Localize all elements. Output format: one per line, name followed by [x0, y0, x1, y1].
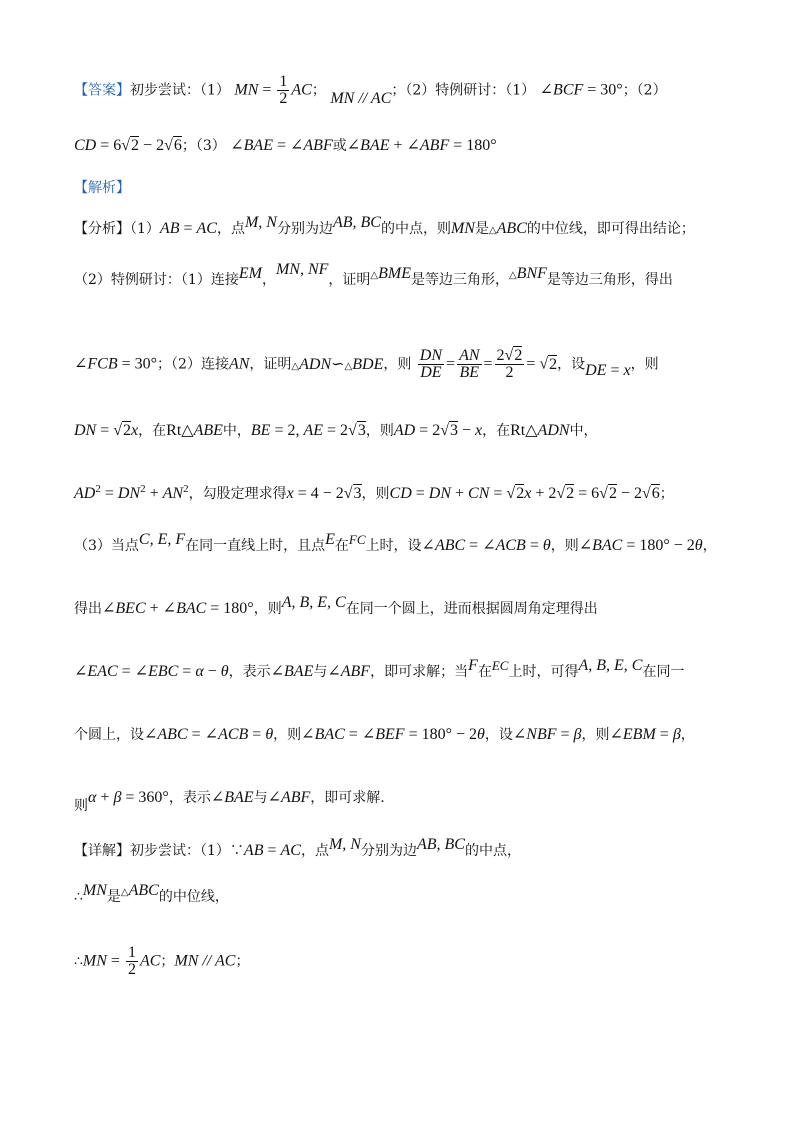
fraction: $\frac{1}{2}$ — [279, 73, 288, 107]
analysis-line-4: DN = √2x，在Rt△ABE中，BE = 2, AE = 2√3，则AD = 2√3 − x，在Rt△ADN中， — [74, 422, 598, 439]
analysis-line-5: $AD^2 = DN^2 + AN^2$，勾股定理求得x = 4 − 2√3，则CD = DN + CN = √2x + 2√2 = 6√2 − 2√6； — [74, 483, 674, 502]
formula: ∠BCF = 30° — [539, 81, 623, 99]
answer-label: 【答案】 — [74, 82, 130, 99]
analysis-line-7: 得出∠BEC + ∠BAC = 180°，则A, B, E, C在同一个圆上，进而根据圆周角定理得出 — [74, 594, 598, 617]
analysis-line-6: （3）当点C, E, F在同一直线上时，且点E在FC上时，设∠ABC = ∠ACB = θ，则∠BAC = 180° − 2θ， — [74, 531, 717, 554]
detail-line-1: 【详解】初步尝试：（1）∵AB = AC，点M, N分别为边AB, BC的中点， — [74, 836, 521, 859]
formula: MN — [234, 81, 259, 99]
answer-line: 【答案】初步尝试：（1） MN = $\frac{1}{2}$ AC； MN // AC；（2）特例研讨：（1） ∠BCF = 30°；（2） — [74, 73, 667, 107]
analysis-label: 【解析】 — [74, 180, 130, 196]
analysis-line-10: 则α + β = 360°，表示∠BAE与∠ABF，即可求解. — [74, 789, 385, 814]
detail-line-3: ∴MN = $\frac{1}{2}$ AC；MN // AC； — [74, 944, 250, 978]
analysis-line-9: 个圆上，设∠ABC = ∠ACB = θ，则∠BAC = ∠BEF = 180° − 2θ，设∠NBF = β，则∠EBM = β， — [74, 726, 695, 743]
detail-line-2: ∴MN是△ABC的中位线， — [74, 882, 229, 905]
formula: AB — [159, 220, 180, 237]
formula: ∠BAE + ∠ABF = 180° — [346, 137, 497, 154]
formula: CD — [74, 137, 97, 154]
formula: ∠BAE = ∠ABF — [230, 137, 333, 154]
answer-line-2: CD = 6√2 − 2√6；（3） ∠BAE = ∠ABF或∠BAE + ∠ABF = 180° — [74, 137, 497, 154]
fraction: $\frac{1}{2}$ — [127, 944, 136, 978]
analysis-line-2: （2）特例研讨：（1）连接EM，MN, NF，证明△BME是等边三角形，△BNF是等边三角形，得出 — [74, 261, 673, 288]
analysis-line-1: 【分析】（1）AB = AC，点M, N分别为边AB, BC的中点，则MN是△ABC的中位线，即可得出结论； — [74, 214, 695, 237]
analysis-line-3: ∠FCB = 30°；（2）连接AN，证明△ADN∽△BDE，则 $\frac{DN}{DE}$ = $\frac{AN}{BE}$ = $\frac{2√2}{2}$ = √2，设DE = x，则 — [74, 347, 659, 381]
analysis-line-8: ∠EAC = ∠EBC = α − θ，表示∠BAE与∠ABF，即可求解；当F在EC上时，可得A, B, E, C在同一 — [74, 657, 685, 680]
formula: MN // AC — [330, 89, 392, 107]
fraction: $\frac{DN}{DE}$ — [419, 347, 443, 381]
